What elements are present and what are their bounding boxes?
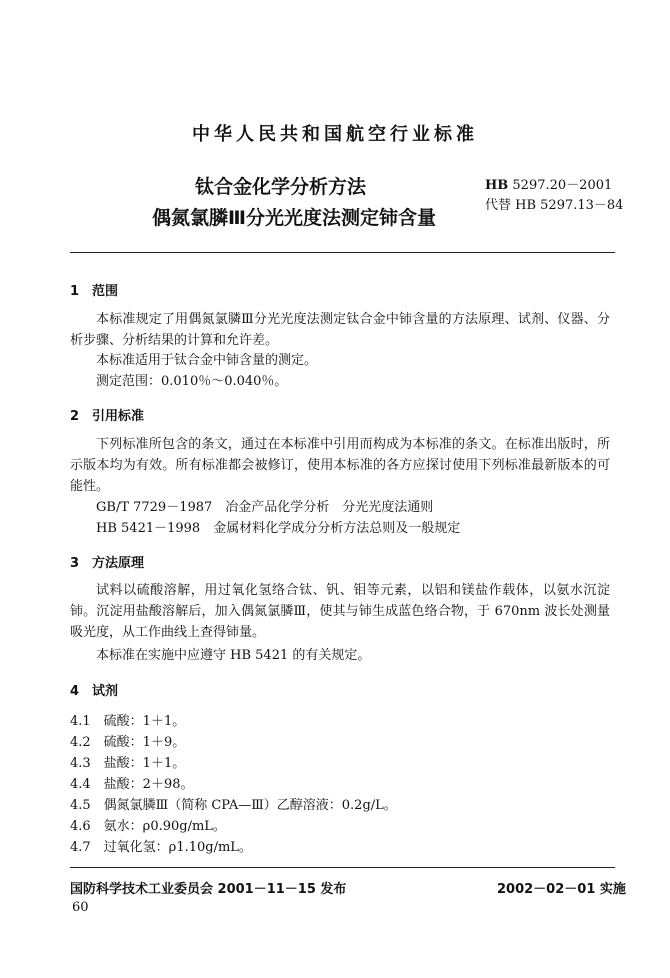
standard-code bbox=[485, 174, 612, 193]
page-number: 60 bbox=[72, 900, 89, 915]
section-1-paragraph-3: 测定范围：0.010％～0.040％。 bbox=[96, 374, 288, 389]
section-2-paragraph-1: 下列标准所包含的条文，通过在本标准中引用而构成为本标准的条文。在标准出版时，所示版本均为有效。所有标准都会被修订，使用本标准的各方应探讨使用下列标准最新版本的可能性。 bbox=[70, 437, 610, 494]
section-3-paragraph-1: 试料以硫酸溶解，用过氧化氢络合钛、钒、钼等元素，以铝和镁盐作载体，以氨水沉淀铈。沉淀用盐酸溶解后，加入偶氮氯膦Ⅲ，使其与铈生成蓝色络合物，于 670nm 波长处测量吸光度，从工作曲线上查得铈量。 bbox=[70, 583, 610, 640]
section-3-heading: 3 方法原理 bbox=[70, 556, 145, 571]
replaces-standard: 代替 HB 5297.13－84 bbox=[485, 198, 624, 213]
reference-standard-1: GB/T 7729－1987 冶金产品化学分析 分光光度法通则 bbox=[96, 500, 434, 515]
section-3-paragraph-2: 本标准在实施中应遵守 HB 5421 的有关规定。 bbox=[96, 648, 371, 663]
reagent-item: 4.5 偶氮氯膦Ⅲ（简称 CPA—Ⅲ）乙醇溶液：0.2g/L。 bbox=[70, 798, 397, 813]
section-1-paragraph-1: 本标准规定了用偶氮氯膦Ⅲ分光光度法测定钛合金中铈含量的方法原理、试剂、仪器、分析步骤、分析结果的计算和允许差。 bbox=[70, 312, 610, 348]
document-title-line1: 钛合金化学分析方法 bbox=[195, 176, 367, 198]
reagent-item: 4.6 氨水：ρ0.90g/mL。 bbox=[70, 819, 226, 834]
section-4-heading: 4 试剂 bbox=[70, 684, 119, 699]
reagent-item: 4.4 盐酸：2＋98。 bbox=[70, 777, 194, 792]
standard-category-header: 中华人民共和国航空行业标准 bbox=[192, 124, 478, 145]
section-1-paragraph-2: 本标准适用于钛合金中铈含量的测定。 bbox=[96, 353, 318, 368]
reagent-item: 4.3 盐酸：1＋1。 bbox=[70, 756, 186, 771]
standard-code-prefix: HB bbox=[485, 178, 509, 193]
section-1-heading: 1 范围 bbox=[70, 284, 119, 299]
section-2-heading: 2 引用标准 bbox=[70, 409, 145, 424]
effective-date: 2002－02－01 实施 bbox=[497, 882, 626, 897]
reagent-item: 4.2 硫酸：1＋9。 bbox=[70, 735, 186, 750]
standard-code-number: 5297.20－2001 bbox=[508, 178, 613, 193]
reagent-item: 4.7 过氧化氢：ρ1.10g/mL。 bbox=[70, 840, 252, 855]
title-divider bbox=[70, 252, 615, 253]
reagent-item: 4.1 硫酸：1＋1。 bbox=[70, 714, 186, 729]
footer-divider bbox=[70, 867, 615, 868]
reference-standard-2: HB 5421－1998 金属材料化学成分分析方法总则及一般规定 bbox=[96, 521, 461, 536]
issue-statement: 国防科学技术工业委员会 2001－11－15 发布 bbox=[70, 882, 347, 897]
document-title-line2: 偶氮氯膦Ⅲ分光光度法测定铈含量 bbox=[152, 207, 436, 229]
